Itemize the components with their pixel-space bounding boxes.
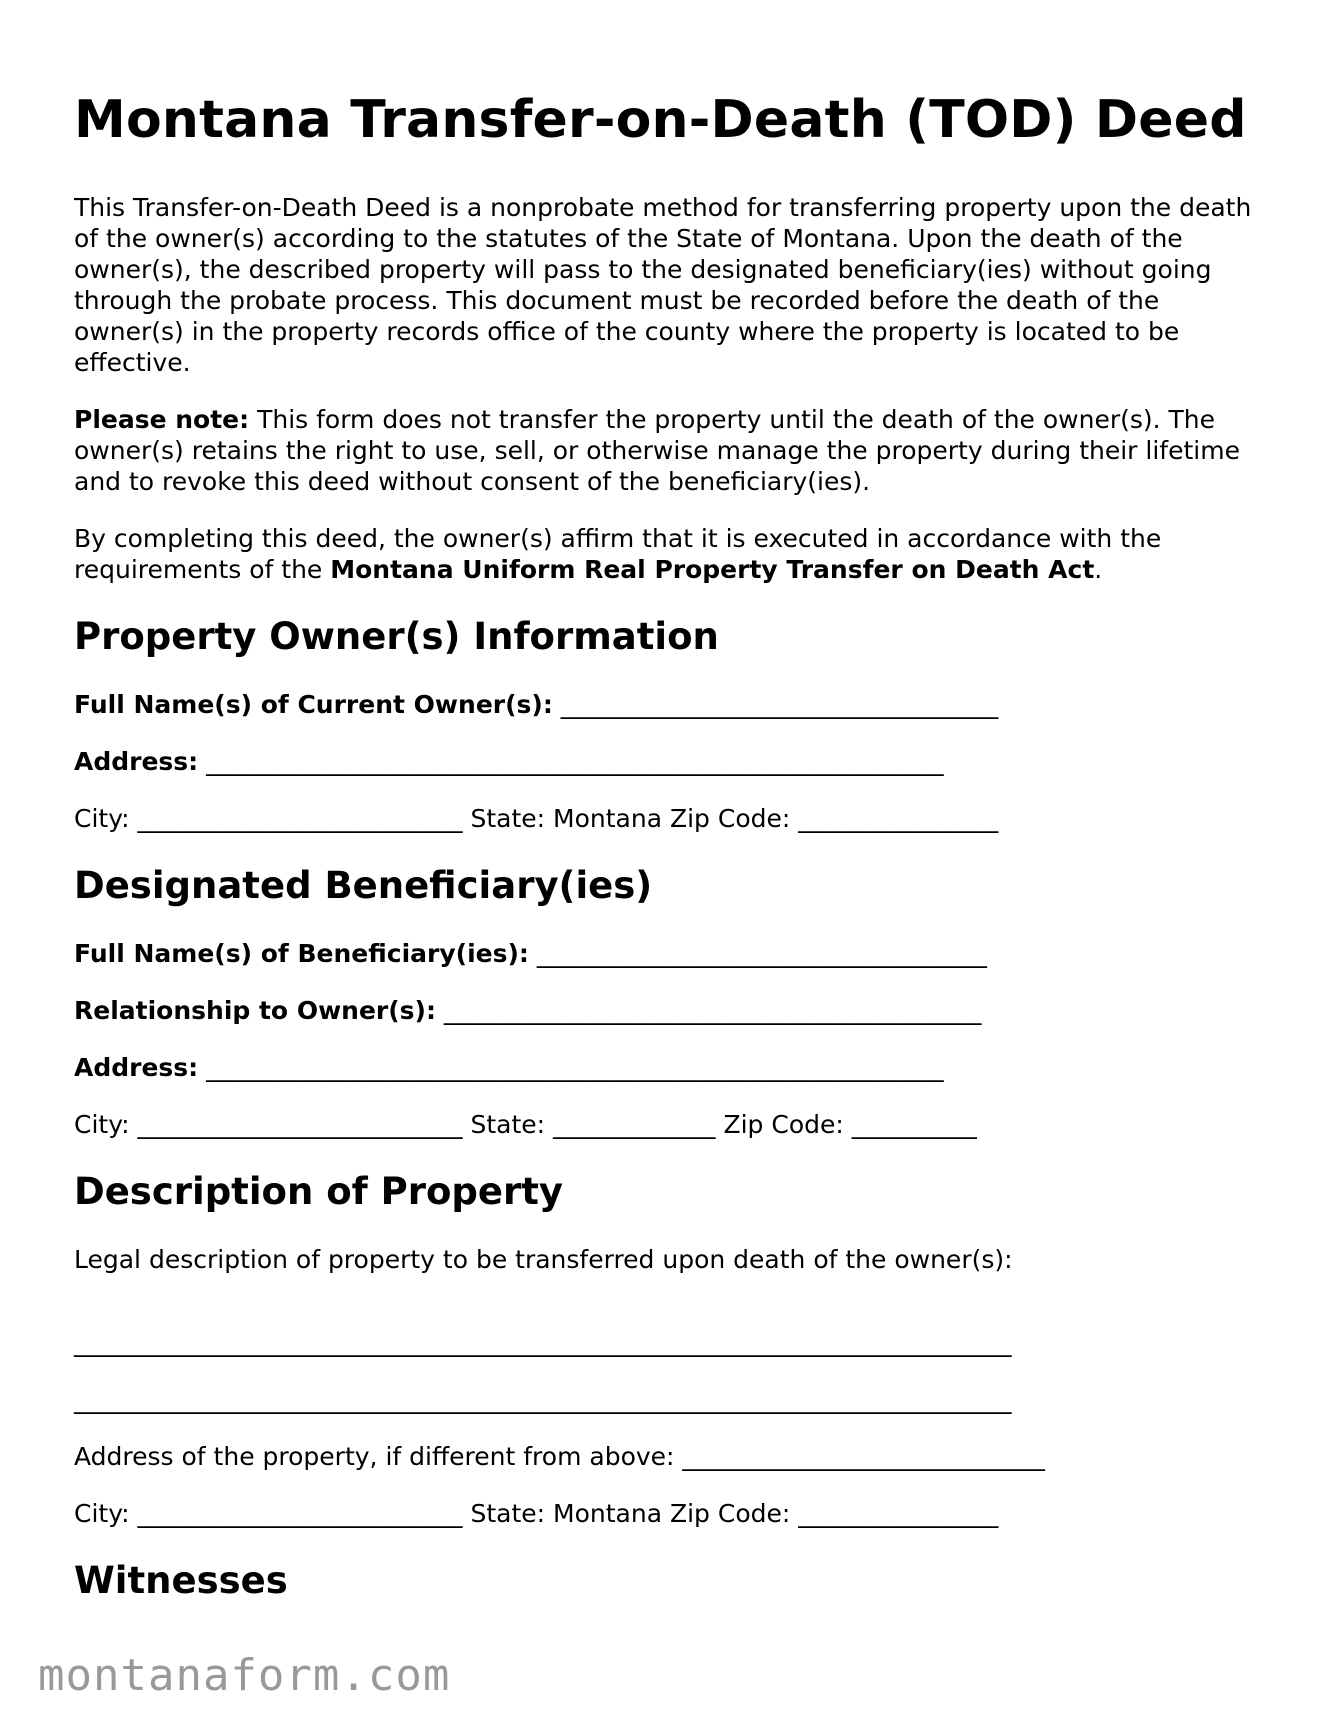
beneficiary-address-blank[interactable]: ___________________________________________________________ bbox=[198, 1053, 944, 1082]
witnesses-section-heading: Witnesses bbox=[74, 1559, 288, 1602]
owner-address-blank[interactable]: ___________________________________________________________ bbox=[198, 747, 944, 776]
legal-description-line-1[interactable]: ___________________________________________________________________________ bbox=[74, 1328, 1012, 1357]
property-section-heading: Description of Property bbox=[74, 1170, 564, 1213]
property-city-line[interactable]: City: __________________________ State: Montana Zip Code: ________________ bbox=[74, 1499, 999, 1528]
owner-city-line[interactable]: City: __________________________ State: Montana Zip Code: ________________ bbox=[74, 804, 999, 833]
intro-paragraph: This Transfer-on-Death Deed is a nonprobate method for transferring property upon the death of the owner(s) according to the statutes of the State of Montana. Upon the death of the owner(s), the described property will pass to the designated beneficiary(ies) without going through the probate process. This document must be recorded before the death of the owner(s) in the property records office of the county where the property is located to be effective. bbox=[74, 193, 1252, 377]
affirmation-end: . bbox=[1094, 555, 1103, 584]
beneficiary-name-blank[interactable]: ____________________________________ bbox=[528, 939, 987, 968]
beneficiary-address-label: Address: bbox=[74, 1053, 199, 1082]
relationship-label: Relationship to Owner(s): bbox=[74, 996, 436, 1025]
note-label: Please note: bbox=[74, 405, 250, 434]
beneficiary-city-line[interactable]: City: __________________________ State: _____________ Zip Code: __________ bbox=[74, 1110, 977, 1139]
beneficiary-name-field[interactable] bbox=[74, 938, 1274, 969]
document-page bbox=[74, 90, 1274, 1633]
affirmation-paragraph bbox=[74, 523, 1269, 585]
owner-address-field[interactable] bbox=[74, 746, 1274, 777]
site-watermark: montanaform.com bbox=[38, 1650, 451, 1701]
legal-description-line-2[interactable]: ___________________________________________________________________________ bbox=[74, 1385, 1012, 1414]
affirmation-start: By completing this deed, the owner(s) affirm that it is executed in accordance with the requirements of the bbox=[74, 524, 1162, 584]
legal-gap bbox=[74, 1301, 1274, 1327]
relationship-field[interactable] bbox=[74, 995, 1274, 1026]
owner-name-blank[interactable]: ___________________________________ bbox=[552, 690, 999, 719]
owner-name-label: Full Name(s) of Current Owner(s): bbox=[74, 690, 553, 719]
document-title: Montana Transfer-on-Death (TOD) Deed bbox=[74, 90, 1247, 150]
beneficiary-name-label: Full Name(s) of Beneficiary(ies): bbox=[74, 939, 529, 968]
beneficiary-address-field[interactable] bbox=[74, 1052, 1274, 1083]
legal-description-label: Legal description of property to be transferred upon death of the owner(s): bbox=[74, 1245, 1013, 1274]
beneficiary-section-heading: Designated Beneficiary(ies) bbox=[74, 864, 653, 907]
owner-name-field[interactable] bbox=[74, 689, 1274, 720]
owner-section-heading: Property Owner(s) Information bbox=[74, 615, 719, 658]
relationship-blank[interactable]: ___________________________________________ bbox=[435, 996, 982, 1025]
note-paragraph bbox=[74, 404, 1269, 497]
note-text: This form does not transfer the property until the death of the owner(s). The owner(s) retains the right to use, sell, or otherwise manage the property during their lifetime and to revoke this deed without consent of the beneficiary(ies). bbox=[74, 405, 1240, 496]
property-address-line[interactable]: Address of the property, if different from above: _____________________________ bbox=[74, 1442, 1045, 1471]
owner-address-label: Address: bbox=[74, 747, 199, 776]
act-name: Montana Uniform Real Property Transfer on Death Act bbox=[330, 555, 1095, 584]
